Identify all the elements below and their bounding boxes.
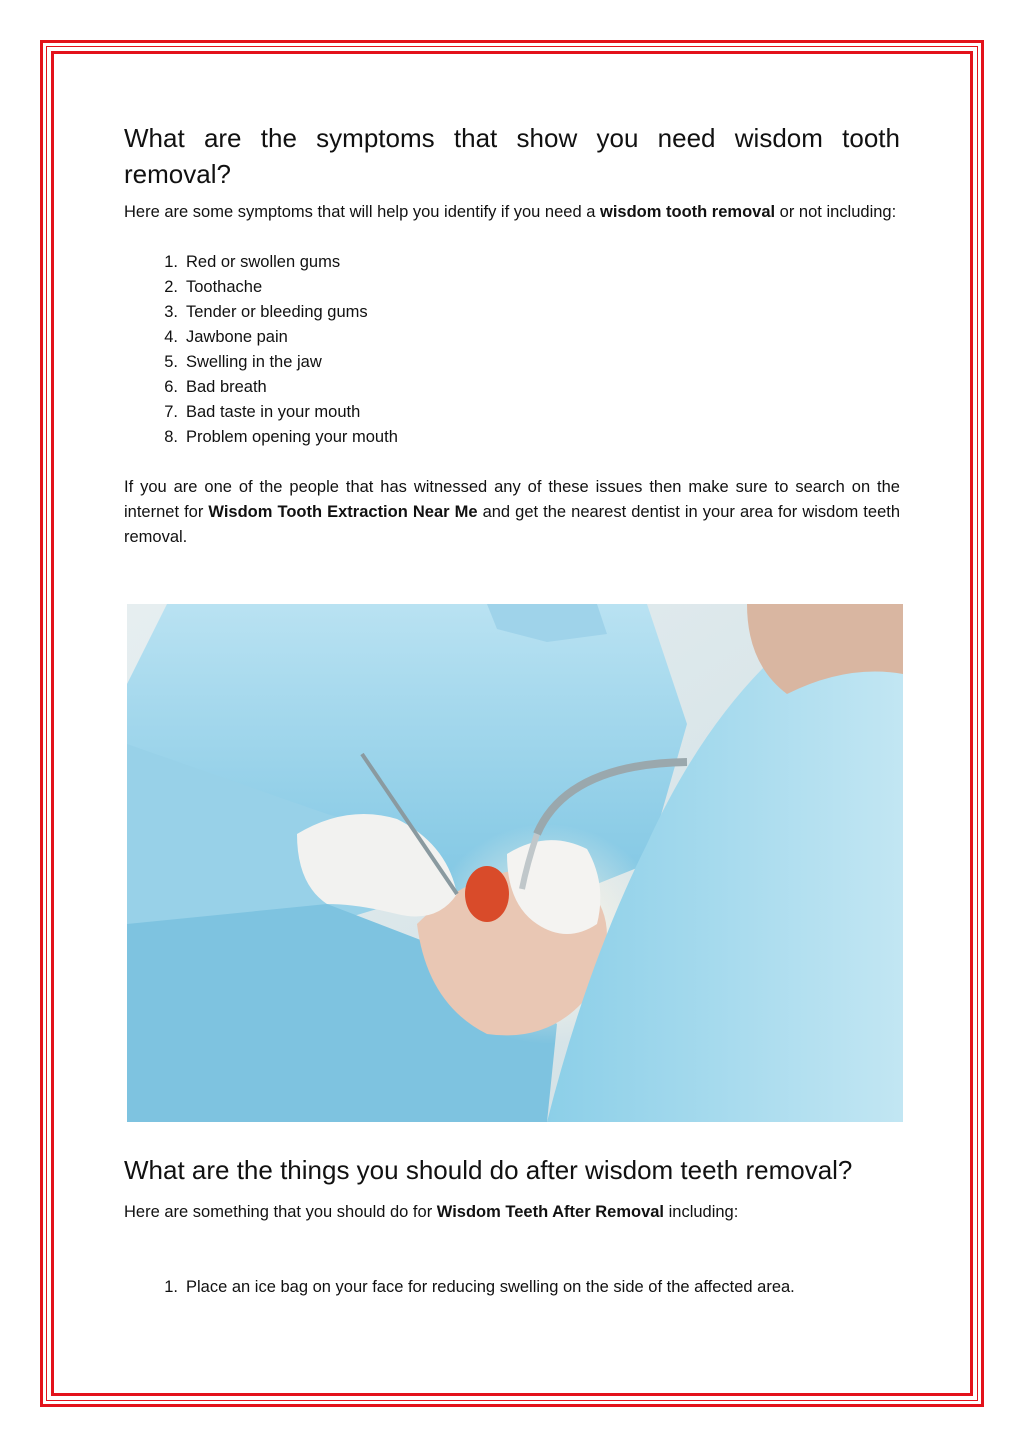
list-text: Bad breath [186, 378, 267, 396]
list-item [124, 375, 900, 400]
list-number: 8. [164, 428, 178, 446]
list-text: Bad taste in your mouth [186, 403, 361, 421]
list-number: 4. [164, 328, 178, 346]
aftercare-heading: What are the things you should do after wisdom teeth removal? [124, 1155, 853, 1185]
list-item [124, 1275, 900, 1300]
symptoms-list [124, 250, 900, 450]
list-item [124, 275, 900, 300]
list-text: Jawbone pain [186, 328, 288, 346]
list-item [124, 425, 900, 450]
symptoms-intro-text: Here are some symptoms that will help you identify if you need a [124, 203, 600, 221]
aftercare-intro-tail: including: [664, 1203, 739, 1221]
list-text: Tender or bleeding gums [186, 303, 368, 321]
aftercare-intro [124, 1200, 900, 1225]
list-text: Toothache [186, 278, 263, 296]
list-text: Red or swollen gums [186, 253, 341, 271]
list-text: Place an ice bag on your face for reducing swelling on the side of the affected area. [186, 1278, 795, 1296]
list-number: 7. [164, 403, 178, 421]
list-number: 2. [164, 278, 178, 296]
list-number: 3. [164, 303, 178, 321]
list-number: 6. [164, 378, 178, 396]
symptoms-intro-tail: or not including: [775, 203, 897, 221]
aftercare-intro-text: Here are something that you should do for [124, 1203, 437, 1221]
symptoms-heading [124, 120, 900, 192]
symptoms-heading-line1: What are the symptoms that show you need wisdom tooth [124, 123, 900, 153]
list-text: Problem opening your mouth [186, 428, 398, 446]
list-item [124, 350, 900, 375]
symptoms-intro-bold: wisdom tooth removal [599, 203, 776, 221]
closing-text: If you are one of the people that has witnessed any of these issues then make sure to search on the internet for [124, 478, 900, 521]
list-number: 5. [164, 353, 178, 371]
closing-tail: and get the nearest dentist in your area for wisdom teeth removal. [124, 503, 901, 546]
list-number: 1. [164, 253, 178, 271]
list-item [124, 250, 900, 275]
list-number: 1. [164, 1278, 178, 1296]
symptoms-intro [124, 200, 900, 225]
list-item [124, 400, 900, 425]
list-text: Swelling in the jaw [186, 353, 322, 371]
list-item [124, 300, 900, 325]
closing-bold: Wisdom Tooth Extraction Near Me [208, 503, 478, 521]
section-symptoms [124, 120, 900, 550]
list-item [124, 325, 900, 350]
symptoms-closing [124, 475, 900, 550]
aftercare-list [124, 1275, 900, 1300]
dental-surgery-photo [127, 604, 903, 1122]
aftercare-intro-bold: Wisdom Teeth After Removal [436, 1203, 665, 1221]
symptoms-heading-line2: removal? [124, 159, 231, 189]
